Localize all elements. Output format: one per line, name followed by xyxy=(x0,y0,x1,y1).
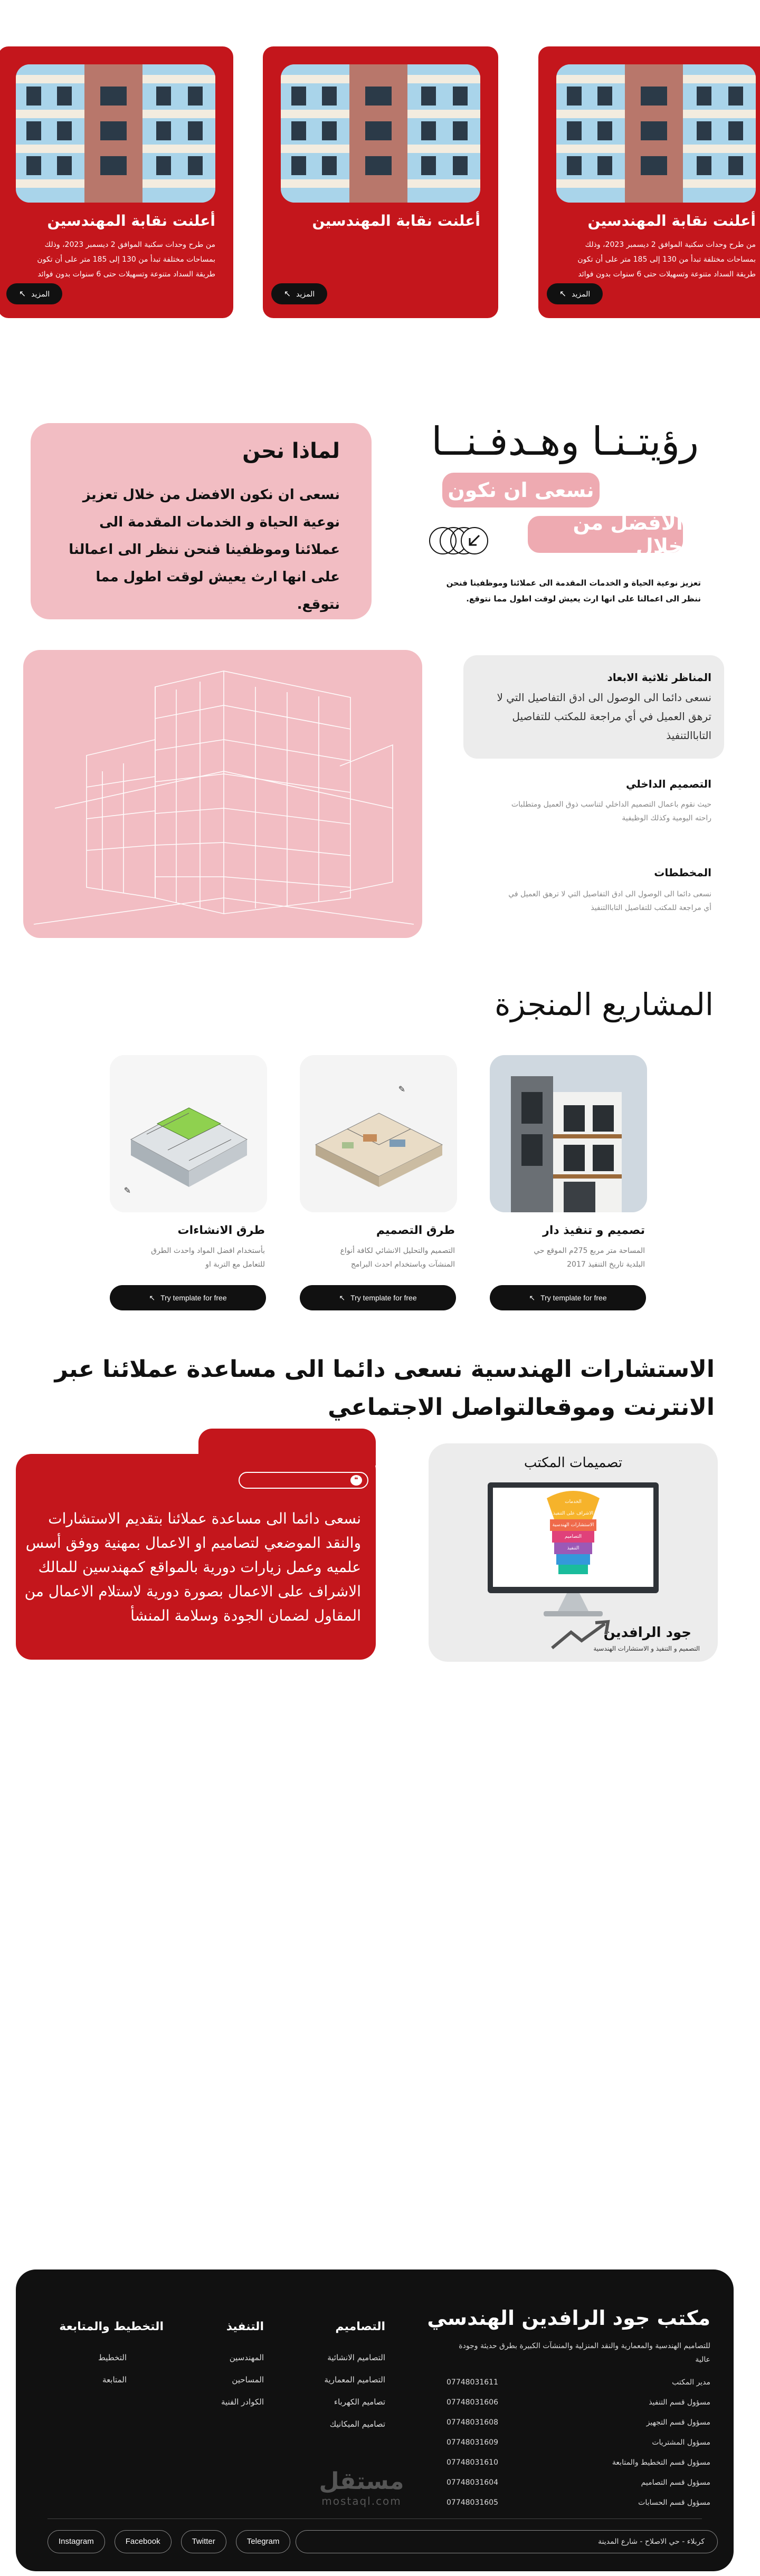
footer-column-title: التخطيط والمتابعة xyxy=(59,2320,164,2333)
news-card[interactable] xyxy=(263,46,498,318)
footer-link[interactable]: التخطيط xyxy=(98,2353,127,2362)
project-title: طرق التصميم xyxy=(376,1224,455,1237)
footer-divider xyxy=(48,2518,702,2519)
project-title: طرق الانشاءات xyxy=(177,1224,265,1237)
more-button[interactable]: المزيد ↖ xyxy=(271,283,327,304)
project-image[interactable] xyxy=(110,1055,267,1212)
project-image[interactable] xyxy=(490,1055,647,1212)
feature-title: المخططات xyxy=(654,866,711,879)
footer-link[interactable]: التصاميم الانشائية xyxy=(327,2353,385,2362)
why-us-card xyxy=(31,423,372,619)
arrow-up-left-icon: ↖ xyxy=(559,290,567,299)
brand-subtitle: التصميم و التنفيذ و الاستشارات الهندسية xyxy=(593,1645,700,1652)
footer-link[interactable]: تصاميم الميكانيك xyxy=(329,2419,385,2429)
news-card[interactable] xyxy=(538,46,760,318)
projects-title: المشاريع المنجزة xyxy=(495,987,714,1022)
brand-name: جود الرافدين xyxy=(603,1625,691,1641)
building-sketch xyxy=(23,650,422,938)
office-script-title: تصميمات المكتب xyxy=(524,1455,623,1471)
why-us-title: لماذا نحن xyxy=(242,439,340,463)
try-template-button[interactable]: ↖ Try template for free xyxy=(110,1285,266,1310)
consult-title: الاستشارات الهندسية نسعى دائما الى مساعدة عملائنا عبر الانترنت وموقعالتواصل الاجتماعي xyxy=(54,1356,715,1421)
building-photo xyxy=(556,64,756,203)
news-text: من طرح وحدات سكنية الموافق 2 ديسمبر 2023، وذلك بمساحات مختلفة تبدأ من 130 إلى 185 متر على أن تكون طريقة السداد متنوعة وتسهيلات حتى 6 سنوات بدون فوائد xyxy=(37,241,215,279)
news-card[interactable] xyxy=(0,46,233,318)
arrow-up-left-icon: ↖ xyxy=(339,1293,346,1302)
news-text: من طرح وحدات سكنية الموافق 2 ديسمبر 2023، وذلك بمساحات مختلفة تبدأ من 130 إلى 185 متر على أن تكون طريقة السداد متنوعة وتسهيلات حتى 6 سنوات بدون فوائد xyxy=(577,241,756,279)
quote-bar xyxy=(239,1472,368,1489)
footer-link[interactable]: المهندسين xyxy=(229,2353,264,2362)
try-template-button[interactable]: ↖ Try template for free xyxy=(300,1285,456,1310)
contact-row[interactable]: مدير المكتب 07748031611 xyxy=(446,2378,710,2387)
vision-pill: الافضل من خلال xyxy=(528,516,683,553)
news-title: أعلنت نقابة المهندسين xyxy=(587,212,756,229)
footer-column xyxy=(98,2347,127,2391)
contact-row[interactable]: مسؤول قسم التخطيط والمتابعة 07748031610 xyxy=(446,2458,710,2467)
feature-text: حيث نقوم باعمال التصميم الداخلي لتناسب ذوق العميل ومتطلبات راحته اليومية وكذلك الوظيفية xyxy=(511,800,711,822)
footer-column-title: التنفيذ xyxy=(226,2320,264,2333)
arrow-up-left-icon: ↖ xyxy=(529,1293,536,1302)
footer-description: للتصاميم الهندسية والمعمارية والنقد المنزلية والمنشآت الكبيرة بطرق حديثة وجودة عالية xyxy=(459,2342,710,2364)
news-carousel xyxy=(0,46,760,318)
project-title: تصميم و تنفيذ دار xyxy=(543,1224,645,1237)
svg-text:✎: ✎ xyxy=(124,1185,131,1195)
project-text: المساحة متر مربع 275م الموقع حي البلدية تاريخ التنفيذ 2017 xyxy=(534,1247,645,1269)
circles-arrow-icon[interactable] xyxy=(429,526,505,555)
social-twitter-button[interactable]: Twitter xyxy=(181,2530,226,2553)
contact-row[interactable]: مسؤول قسم الحسابات 07748031605 xyxy=(446,2498,710,2507)
arrow-up-left-icon: ↖ xyxy=(18,290,26,299)
more-button[interactable]: المزيد ↖ xyxy=(6,283,62,304)
footer-column-title: التصاميم xyxy=(335,2320,385,2333)
feature-text: نسعى دائما الى الوصول الى ادق التفاصيل التي لا ترهق العميل في أي مراجعة للمكتب للتفاصيل التاباالتنفيذ xyxy=(508,890,711,912)
project-image[interactable] xyxy=(300,1055,457,1212)
footer-brand: مكتب جود الرافدين الهندسي xyxy=(427,2306,710,2330)
social-instagram-button[interactable]: Instagram xyxy=(48,2530,105,2553)
try-template-button[interactable]: ↖ Try template for free xyxy=(490,1285,646,1310)
feature-text: نسعى دائما الى الوصول الى ادق التفاصيل التي لا ترهق العميل في أي مراجعة للمكتب للتفاصيل التاباالتنفيذ xyxy=(497,691,711,742)
contact-row[interactable]: مسؤول قسم التصاميم 07748031604 xyxy=(446,2478,710,2487)
footer-link[interactable]: المساحين xyxy=(232,2375,264,2385)
why-us-text: نسعى ان نكون الافضل من خلال تعزيز نوعية الحياة و الخدمات المقدمة الى عملائنا وموظفينا فنحن ننظر الى اعمالنا على انها ارث يعيش لوقت اطول مما نتوقع. xyxy=(69,487,340,612)
project-text: بأستخدام افضل المواد واحدث الطرق للتعامل مع التربة او xyxy=(151,1247,265,1269)
vision-description: تعزيز نوعية الحياة و الخدمات المقدمة الى عملائنا وموظفينا فنحن ننظر الى اعمالنا على انها ارث يعيش لوقت اطول مما نتوقع. xyxy=(446,578,701,604)
mostaql-watermark: مستقل mostaql.com xyxy=(319,2468,404,2507)
building-photo xyxy=(281,64,480,203)
svg-text:✎: ✎ xyxy=(398,1084,405,1094)
arrow-up-left-icon: ↖ xyxy=(149,1293,156,1302)
consult-text: نسعى دائما الى مساعدة عملائنا بتقديم الاستشارات والنقد الموضعي لتصاميم او الاعمال بمهنية ووفق أسس علميه وعمل زيارات دورية بالمواقع كمهندسين للمالك الاشراف على الاعمال بصورة دورية لاستلام الاعمال من المقاول لضمان الجودة وسلامة المنشأ xyxy=(24,1510,361,1624)
news-title: أعلنت نقابة المهندسين xyxy=(312,212,480,229)
feature-title: التصميم الداخلي xyxy=(625,778,711,790)
footer-column xyxy=(221,2347,264,2413)
arrow-up-left-icon: ↖ xyxy=(283,290,291,299)
vision-pill: نسعى ان نكون xyxy=(442,473,600,507)
social-telegram-button[interactable]: Telegram xyxy=(236,2530,291,2553)
footer-link[interactable]: التصاميم المعمارية xyxy=(324,2375,385,2385)
footer-link[interactable]: المتابعة xyxy=(102,2375,127,2385)
vision-title: رؤيتـنـا وهـدفـنــا xyxy=(431,419,699,464)
contact-list xyxy=(446,2378,710,2518)
footer-link[interactable]: الكوادر الفنية xyxy=(221,2397,264,2407)
quote-icon: ❝ xyxy=(350,1475,362,1486)
more-button[interactable]: المزيد ↖ xyxy=(547,283,603,304)
footer-column xyxy=(324,2347,385,2435)
social-links xyxy=(48,2530,290,2553)
social-facebook-button[interactable]: Facebook xyxy=(115,2530,172,2553)
footer-address: كربلاء - حي الاصلاح - شارع المدينة xyxy=(296,2530,718,2553)
news-title: أعلنت نقابة المهندسين xyxy=(47,212,215,229)
footer xyxy=(16,2269,734,2571)
bulb-labels: الخدمات الاشراف على التنفيذ الاستشارات الهندسية التصاميم التنفيذ xyxy=(552,1499,594,1551)
contact-row[interactable]: مسؤول المشتريات 07748031609 xyxy=(446,2438,710,2447)
feature-title: المناظر ثلاثية الابعاد xyxy=(607,671,711,684)
building-photo xyxy=(16,64,215,203)
project-text: التصميم والتحليل الانشائي لكافة أنواع المنشآت وباستخدام احدث البرامج xyxy=(340,1247,455,1269)
contact-row[interactable]: مسؤول قسم التجهيز 07748031608 xyxy=(446,2418,710,2427)
office-logo-card xyxy=(429,1443,718,1662)
contact-row[interactable]: مسؤول قسم التنفيذ 07748031606 xyxy=(446,2398,710,2407)
footer-link[interactable]: تصاميم الكهرباء xyxy=(334,2397,385,2407)
